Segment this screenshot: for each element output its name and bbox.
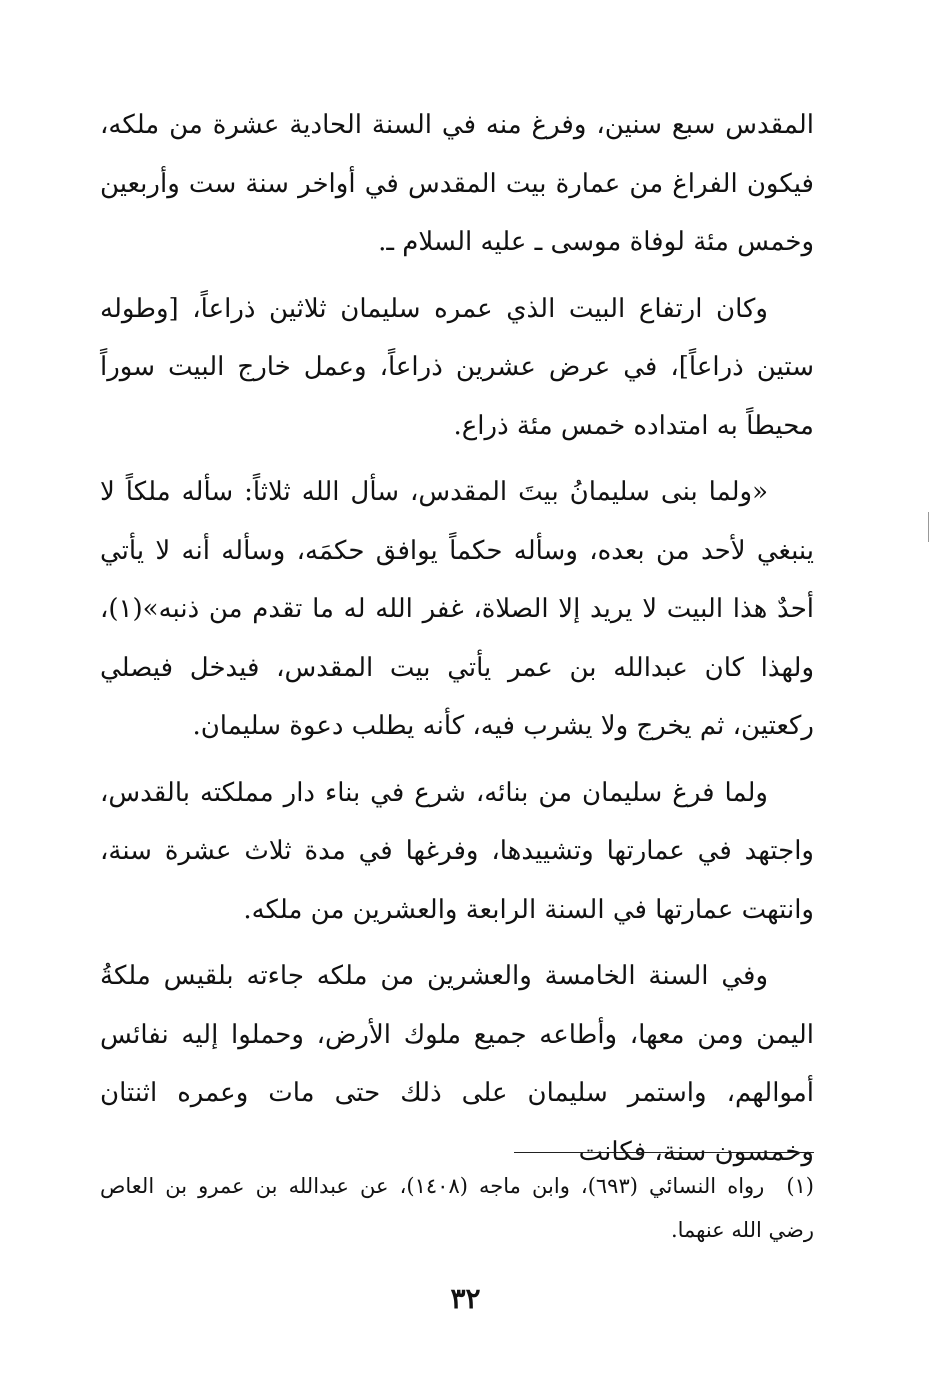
- scan-edge-mark: [928, 512, 929, 542]
- paragraph-2: وكان ارتفاع البيت الذي عمره سليمان ثلاثين ذراعاً، [وطوله ستين ذراعاً]، في عرض عشرين ذراعاً، وعمل خارج البيت سوراً محيطاً به امتداده خمس مئة ذراع.: [100, 293, 814, 441]
- main-text: [100, 96, 814, 1189]
- footnote-marker: (١): [786, 1174, 814, 1198]
- footnote-text: رواه النسائي (٦٩٣)، وابن ماجه (١٤٠٨)، عن عبدالله بن عمرو بن العاص رضي الله عنهما.: [100, 1174, 814, 1242]
- paragraph-4: ولما فرغ سليمان من بنائه، شرع في بناء دار مملكته بالقدس، واجتهد في عمارتها وتشييدها، وفرغها في مدة ثلاث عشرة سنة، وانتهت عمارتها في السنة الرابعة والعشرين من ملكه.: [100, 777, 814, 925]
- paragraph-3: «ولما بنى سليمانُ بيتَ المقدس، سأل الله ثلاثاً: سأله ملكاً لا ينبغي لأحد من بعده، وسأله حكماً يوافق حكمَه، وسأله أنه لا يأتي أحدٌ هذا البيت لا يريد إلا الصلاة، غفر الله له ما تقدم من ذنبه»(١)، ولهذا كان عبدالله بن عمر يأتي بيت المقدس، فيدخل فيصلي ركعتين، ثم يخرج ولا يشرب فيه، كأنه يطلب دعوة سليمان.: [100, 477, 814, 741]
- paragraph-1: المقدس سبع سنين، وفرغ منه في السنة الحادية عشرة من ملكه، فيكون الفراغ من عمارة بيت المقدس في أواخر سنة ست وأربعين وخمس مئة لوفاة موسى ـ عليه السلام ـ.: [100, 110, 814, 257]
- footnote: [100, 1164, 814, 1252]
- page-number: ٣٢: [450, 1282, 481, 1315]
- paragraph-5: وفي السنة الخامسة والعشرين من ملكه جاءته بلقيس ملكةُ اليمن ومن معها، وأطاعه جميع ملوك الأرض، وحملوا إليه نفائس أموالهم، واستمر سليمان على ذلك حتى مات وعمره اثنتان وخمسون سنة، فكانت: [100, 961, 814, 1167]
- footnote-separator: [514, 1152, 814, 1153]
